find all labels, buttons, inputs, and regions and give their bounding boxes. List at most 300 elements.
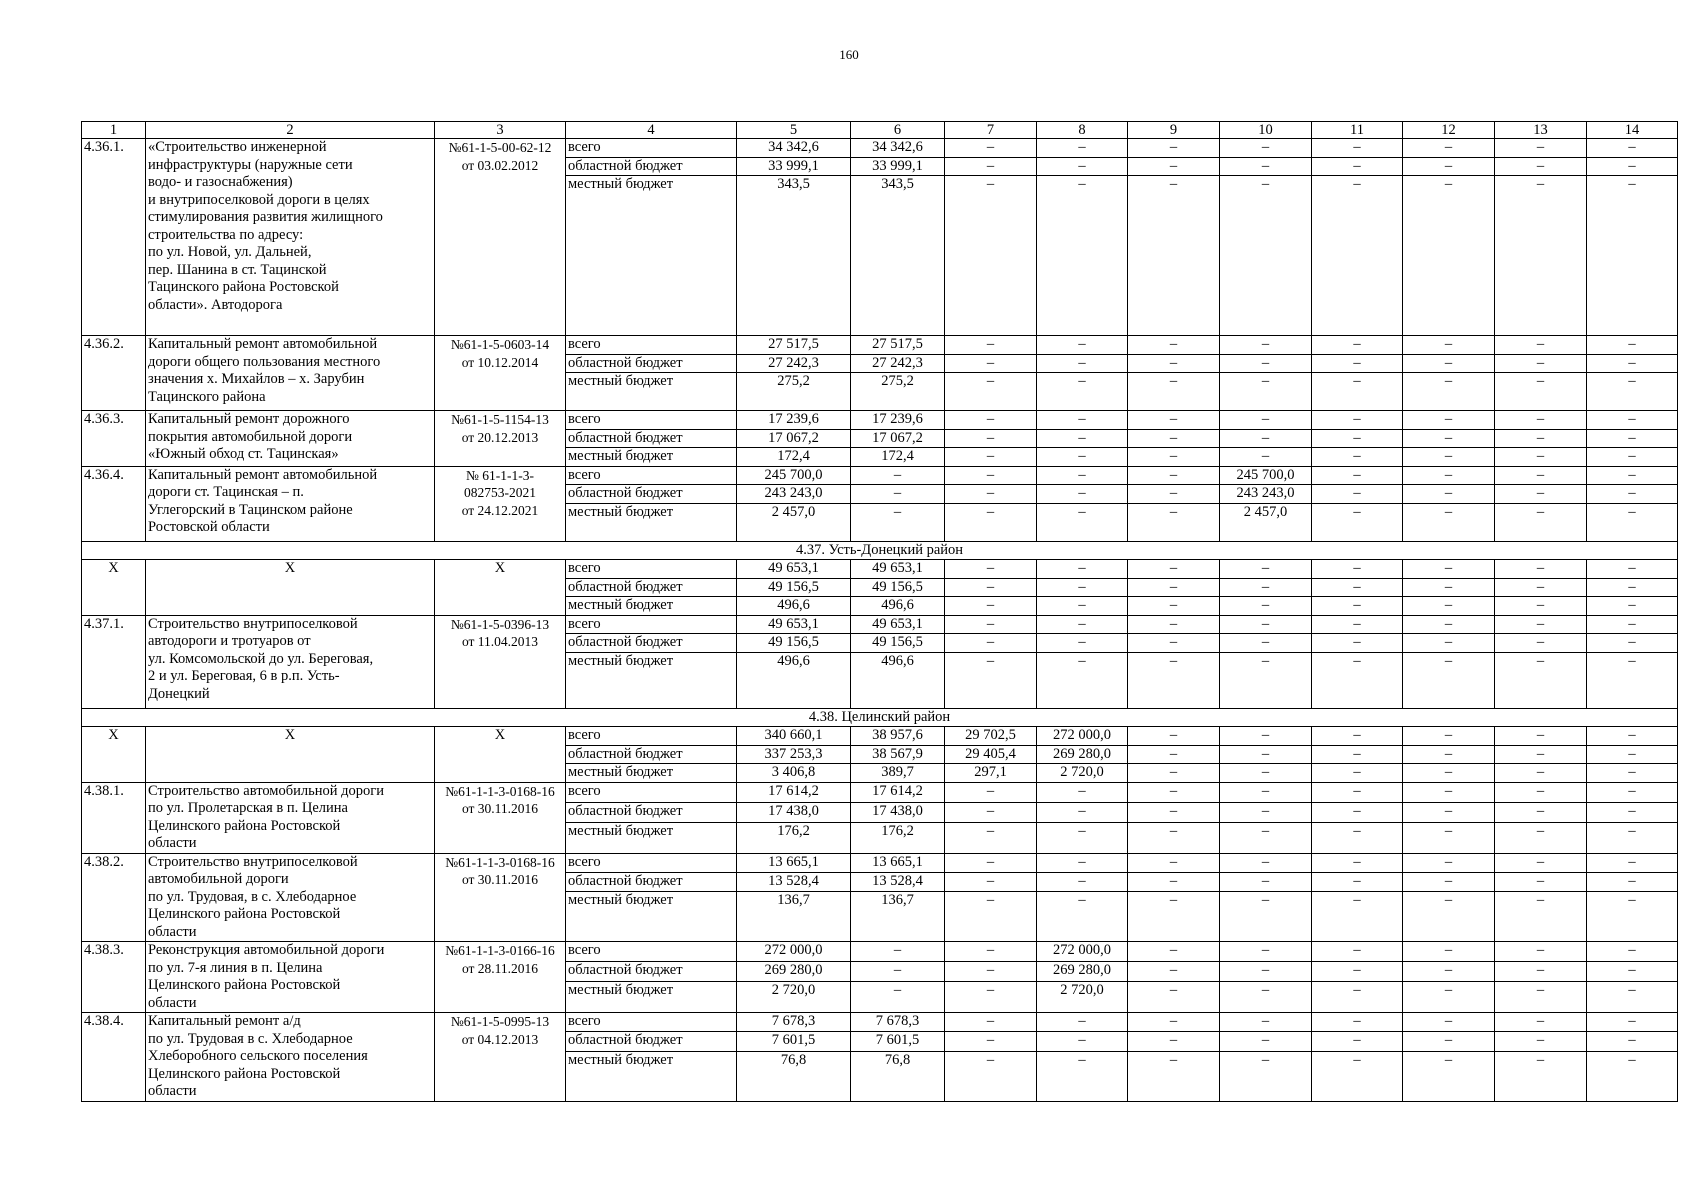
empty-value-cell: – [1495, 373, 1587, 411]
empty-value-cell: – [1037, 634, 1128, 653]
empty-value-cell: – [851, 982, 945, 1013]
empty-value-cell: – [1495, 1013, 1587, 1032]
empty-value-cell: – [1495, 982, 1587, 1013]
value-cell: 275,2 [737, 373, 851, 411]
empty-value-cell: – [851, 485, 945, 504]
value-cell: 272 000,0 [737, 942, 851, 962]
value-cell: 389,7 [851, 764, 945, 783]
column-header: 9 [1128, 122, 1220, 139]
empty-value-cell: – [1587, 652, 1678, 708]
empty-value-cell: – [1312, 560, 1403, 579]
empty-value-cell: – [1128, 1032, 1220, 1051]
column-header: 11 [1312, 122, 1403, 139]
empty-value-cell: – [1128, 802, 1220, 822]
value-cell: 7 601,5 [737, 1032, 851, 1051]
empty-value-cell: – [1220, 782, 1312, 802]
empty-value-cell: – [945, 597, 1037, 616]
empty-value-cell: – [1403, 942, 1495, 962]
empty-value-cell: – [1587, 822, 1678, 853]
table-row [82, 560, 1678, 579]
empty-value-cell: – [1037, 336, 1128, 355]
empty-value-cell: – [1128, 727, 1220, 746]
empty-value-cell: – [1220, 982, 1312, 1013]
item-name: Строительство автомобильной дороги по ул. Пролетарская в п. Целина Целинского района Ростовской области [146, 782, 435, 853]
empty-value-cell: – [1220, 597, 1312, 616]
empty-value-cell: – [1037, 354, 1128, 373]
value-cell: 275,2 [851, 373, 945, 411]
empty-value-cell: – [1495, 597, 1587, 616]
empty-value-cell: – [945, 466, 1037, 485]
empty-value-cell: – [1128, 597, 1220, 616]
value-cell: 176,2 [737, 822, 851, 853]
empty-value-cell: – [1495, 962, 1587, 982]
empty-value-cell: – [1128, 354, 1220, 373]
value-cell: 340 660,1 [737, 727, 851, 746]
empty-value-cell: – [1312, 942, 1403, 962]
empty-value-cell: – [1403, 354, 1495, 373]
empty-value-cell: – [1587, 176, 1678, 336]
empty-value-cell: – [1128, 176, 1220, 336]
empty-value-cell: – [1495, 578, 1587, 597]
empty-value-cell: – [1312, 176, 1403, 336]
empty-value-cell: – [1037, 560, 1128, 579]
item-number: 4.36.1. [82, 139, 146, 336]
empty-value-cell: – [1037, 802, 1128, 822]
empty-value-cell: – [1587, 782, 1678, 802]
empty-value-cell: – [1403, 764, 1495, 783]
empty-value-cell: – [851, 962, 945, 982]
empty-value-cell: – [945, 872, 1037, 891]
empty-value-cell: – [945, 982, 1037, 1013]
table-row [82, 727, 1678, 746]
empty-value-cell: – [1587, 597, 1678, 616]
document-ref: №61-1-1-3-0166-16 от 28.11.2016 [435, 942, 566, 1013]
value-cell: 49 156,5 [851, 578, 945, 597]
document-ref: № 61-1-1-3- 082753-2021 от 24.12.2021 [435, 466, 566, 541]
empty-value-cell: – [1037, 429, 1128, 448]
section-row [82, 541, 1678, 560]
empty-value-cell: – [1403, 466, 1495, 485]
funding-source: всего [566, 466, 737, 485]
empty-value-cell: – [1587, 802, 1678, 822]
empty-value-cell: – [1495, 652, 1587, 708]
empty-value-cell: – [1495, 942, 1587, 962]
table-body [82, 122, 1678, 1102]
column-header: 10 [1220, 122, 1312, 139]
empty-value-cell: – [945, 1032, 1037, 1051]
empty-value-cell: – [1037, 448, 1128, 467]
empty-value-cell: – [1495, 411, 1587, 430]
empty-value-cell: – [1220, 429, 1312, 448]
empty-value-cell: – [1312, 782, 1403, 802]
funding-source: областной бюджет [566, 429, 737, 448]
empty-value-cell: – [1312, 485, 1403, 504]
item-name: Реконструкция автомобильной дороги по ул. 7-я линия в п. Целина Целинского района Ростовской области [146, 942, 435, 1013]
empty-value-cell: – [945, 652, 1037, 708]
empty-value-cell: – [1128, 634, 1220, 653]
funding-source: всего [566, 853, 737, 872]
item-number: 4.38.1. [82, 782, 146, 853]
table-row [82, 615, 1678, 634]
empty-value-cell: – [1312, 466, 1403, 485]
empty-value-cell: – [1312, 1032, 1403, 1051]
column-header: 2 [146, 122, 435, 139]
empty-value-cell: – [1587, 764, 1678, 783]
funding-source: всего [566, 336, 737, 355]
empty-value-cell: – [1495, 853, 1587, 872]
empty-value-cell: – [1587, 1013, 1678, 1032]
empty-value-cell: – [1312, 727, 1403, 746]
empty-value-cell: – [1587, 872, 1678, 891]
empty-value-cell: – [1495, 429, 1587, 448]
empty-value-cell: – [1495, 872, 1587, 891]
empty-value-cell: – [1587, 1051, 1678, 1101]
table-row [82, 411, 1678, 430]
empty-value-cell: – [1037, 157, 1128, 176]
document-ref: №61-1-5-1154-13 от 20.12.2013 [435, 411, 566, 467]
value-cell: 17 438,0 [737, 802, 851, 822]
value-cell: 3 406,8 [737, 764, 851, 783]
value-cell: 17 614,2 [737, 782, 851, 802]
funding-source: всего [566, 782, 737, 802]
empty-value-cell: – [1128, 853, 1220, 872]
empty-value-cell: – [1037, 853, 1128, 872]
empty-value-cell: – [1587, 962, 1678, 982]
empty-value-cell: – [1495, 727, 1587, 746]
empty-value-cell: – [945, 157, 1037, 176]
empty-value-cell: – [945, 578, 1037, 597]
value-cell: 76,8 [737, 1051, 851, 1101]
empty-value-cell: – [1587, 942, 1678, 962]
value-cell: 27 517,5 [737, 336, 851, 355]
item-name: Х [146, 727, 435, 783]
value-cell: 17 239,6 [851, 411, 945, 430]
empty-value-cell: – [1312, 745, 1403, 764]
empty-value-cell: – [1128, 872, 1220, 891]
document-ref: №61-1-5-0396-13 от 11.04.2013 [435, 615, 566, 708]
funding-source: всего [566, 411, 737, 430]
empty-value-cell: – [1403, 872, 1495, 891]
column-header: 7 [945, 122, 1037, 139]
value-cell: 27 242,3 [737, 354, 851, 373]
empty-value-cell: – [1403, 485, 1495, 504]
empty-value-cell: – [1403, 560, 1495, 579]
document-ref: №61-1-5-0995-13 от 04.12.2013 [435, 1013, 566, 1102]
empty-value-cell: – [1220, 578, 1312, 597]
value-cell: 269 280,0 [1037, 962, 1128, 982]
table-row [82, 336, 1678, 355]
empty-value-cell: – [1037, 411, 1128, 430]
empty-value-cell: – [1403, 503, 1495, 541]
empty-value-cell: – [1128, 560, 1220, 579]
document-ref: №61-1-5-0603-14 от 10.12.2014 [435, 336, 566, 411]
table-row [82, 782, 1678, 802]
empty-value-cell: – [1037, 373, 1128, 411]
value-cell: 7 678,3 [737, 1013, 851, 1032]
item-name: Строительство внутрипоселковой автодороги и тротуаров от ул. Комсомольской до ул. Береговая, 2 и ул. Береговая, 6 в р.п. Усть- Донецкий [146, 615, 435, 708]
empty-value-cell: – [1312, 336, 1403, 355]
empty-value-cell: – [1037, 1051, 1128, 1101]
value-cell: 176,2 [851, 822, 945, 853]
funding-source: областной бюджет [566, 872, 737, 891]
empty-value-cell: – [1312, 615, 1403, 634]
empty-value-cell: – [1037, 892, 1128, 942]
budget-table [81, 121, 1678, 1102]
item-number: Х [82, 560, 146, 616]
empty-value-cell: – [1403, 597, 1495, 616]
value-cell: 7 678,3 [851, 1013, 945, 1032]
funding-source: местный бюджет [566, 652, 737, 708]
empty-value-cell: – [1495, 634, 1587, 653]
section-title: 4.38. Целинский район [82, 708, 1678, 727]
empty-value-cell: – [1495, 892, 1587, 942]
empty-value-cell: – [1403, 157, 1495, 176]
empty-value-cell: – [1312, 802, 1403, 822]
empty-value-cell: – [1220, 745, 1312, 764]
empty-value-cell: – [1495, 782, 1587, 802]
empty-value-cell: – [1403, 1032, 1495, 1051]
item-name: Капитальный ремонт автомобильной дороги ст. Тацинская – п. Углегорский в Тацинском районе Ростовской области [146, 466, 435, 541]
empty-value-cell: – [1403, 822, 1495, 853]
empty-value-cell: – [1037, 782, 1128, 802]
empty-value-cell: – [1312, 872, 1403, 891]
value-cell: 49 653,1 [737, 560, 851, 579]
value-cell: 272 000,0 [1037, 727, 1128, 746]
empty-value-cell: – [1037, 503, 1128, 541]
value-cell: 243 243,0 [737, 485, 851, 504]
empty-value-cell: – [1312, 764, 1403, 783]
value-cell: 49 653,1 [851, 560, 945, 579]
column-header: 13 [1495, 122, 1587, 139]
empty-value-cell: – [1587, 157, 1678, 176]
item-name: Капитальный ремонт а/д по ул. Трудовая в с. Хлебодарное Хлеборобного сельского поселения Целинского района Ростовской области [146, 1013, 435, 1102]
value-cell: 38 957,6 [851, 727, 945, 746]
empty-value-cell: – [1128, 503, 1220, 541]
section-title: 4.37. Усть-Донецкий район [82, 541, 1678, 560]
empty-value-cell: – [1495, 157, 1587, 176]
empty-value-cell: – [1128, 745, 1220, 764]
value-cell: 343,5 [851, 176, 945, 336]
document-ref: №61-1-1-3-0168-16 от 30.11.2016 [435, 782, 566, 853]
empty-value-cell: – [1220, 962, 1312, 982]
empty-value-cell: – [1128, 652, 1220, 708]
value-cell: 272 000,0 [1037, 942, 1128, 962]
empty-value-cell: – [1128, 139, 1220, 158]
empty-value-cell: – [1587, 560, 1678, 579]
empty-value-cell: – [1403, 652, 1495, 708]
value-cell: 172,4 [851, 448, 945, 467]
value-cell: 2 720,0 [1037, 764, 1128, 783]
funding-source: всего [566, 139, 737, 158]
funding-source: местный бюджет [566, 503, 737, 541]
empty-value-cell: – [1495, 503, 1587, 541]
column-header: 3 [435, 122, 566, 139]
empty-value-cell: – [1312, 503, 1403, 541]
funding-source: местный бюджет [566, 1051, 737, 1101]
value-cell: 38 567,9 [851, 745, 945, 764]
item-number: 4.36.2. [82, 336, 146, 411]
empty-value-cell: – [1403, 578, 1495, 597]
value-cell: 27 517,5 [851, 336, 945, 355]
section-row [82, 708, 1678, 727]
table-row [82, 139, 1678, 158]
empty-value-cell: – [1220, 1032, 1312, 1051]
empty-value-cell: – [1587, 745, 1678, 764]
empty-value-cell: – [1128, 1013, 1220, 1032]
funding-source: областной бюджет [566, 354, 737, 373]
empty-value-cell: – [945, 336, 1037, 355]
empty-value-cell: – [1312, 354, 1403, 373]
empty-value-cell: – [1587, 139, 1678, 158]
empty-value-cell: – [1128, 892, 1220, 942]
empty-value-cell: – [1128, 982, 1220, 1013]
table-row [82, 466, 1678, 485]
empty-value-cell: – [1128, 485, 1220, 504]
empty-value-cell: – [945, 139, 1037, 158]
item-name: «Строительство инженерной инфраструктуры (наружные сети водо- и газоснабжения) и внутрипоселковой дороги в целях стимулирования развития жилищного строительства по адресу: по ул. Новой, ул. Дальней, пер. Шанина в ст. Тацинской Тацинского района Ростовской области». Автодорога [146, 139, 435, 336]
empty-value-cell: – [945, 782, 1037, 802]
value-cell: 17 614,2 [851, 782, 945, 802]
value-cell: 49 156,5 [851, 634, 945, 653]
value-cell: 496,6 [737, 597, 851, 616]
empty-value-cell: – [1220, 354, 1312, 373]
empty-value-cell: – [1587, 503, 1678, 541]
table-row [82, 853, 1678, 872]
empty-value-cell: – [1403, 448, 1495, 467]
empty-value-cell: – [945, 429, 1037, 448]
funding-source: областной бюджет [566, 578, 737, 597]
funding-source: всего [566, 615, 737, 634]
empty-value-cell: – [1220, 942, 1312, 962]
value-cell: 13 528,4 [851, 872, 945, 891]
item-number: 4.37.1. [82, 615, 146, 708]
empty-value-cell: – [1587, 892, 1678, 942]
empty-value-cell: – [1037, 485, 1128, 504]
funding-source: областной бюджет [566, 157, 737, 176]
funding-source: местный бюджет [566, 176, 737, 336]
value-cell: 269 280,0 [737, 962, 851, 982]
empty-value-cell: – [1587, 485, 1678, 504]
empty-value-cell: – [1312, 822, 1403, 853]
empty-value-cell: – [1403, 782, 1495, 802]
empty-value-cell: – [1495, 560, 1587, 579]
empty-value-cell: – [1220, 157, 1312, 176]
value-cell: 2 457,0 [737, 503, 851, 541]
empty-value-cell: – [1312, 411, 1403, 430]
empty-value-cell: – [1312, 634, 1403, 653]
table-row [82, 1013, 1678, 1032]
empty-value-cell: – [945, 822, 1037, 853]
value-cell: 7 601,5 [851, 1032, 945, 1051]
empty-value-cell: – [1587, 982, 1678, 1013]
empty-value-cell: – [1403, 962, 1495, 982]
item-number: Х [82, 727, 146, 783]
empty-value-cell: – [945, 802, 1037, 822]
empty-value-cell: – [1587, 466, 1678, 485]
funding-source: областной бюджет [566, 1032, 737, 1051]
empty-value-cell: – [1495, 336, 1587, 355]
empty-value-cell: – [1220, 764, 1312, 783]
empty-value-cell: – [1312, 652, 1403, 708]
table-row [82, 942, 1678, 962]
empty-value-cell: – [1037, 822, 1128, 853]
empty-value-cell: – [1495, 615, 1587, 634]
empty-value-cell: – [1128, 448, 1220, 467]
empty-value-cell: – [1495, 1051, 1587, 1101]
funding-source: местный бюджет [566, 892, 737, 942]
empty-value-cell: – [1403, 1051, 1495, 1101]
empty-value-cell: – [945, 485, 1037, 504]
empty-value-cell: – [1403, 411, 1495, 430]
empty-value-cell: – [1220, 139, 1312, 158]
empty-value-cell: – [945, 1051, 1037, 1101]
value-cell: 496,6 [851, 652, 945, 708]
value-cell: 496,6 [851, 597, 945, 616]
empty-value-cell: – [1587, 1032, 1678, 1051]
column-header: 5 [737, 122, 851, 139]
value-cell: 34 342,6 [851, 139, 945, 158]
value-cell: 29 405,4 [945, 745, 1037, 764]
empty-value-cell: – [1495, 176, 1587, 336]
empty-value-cell: – [1220, 652, 1312, 708]
funding-source: всего [566, 942, 737, 962]
empty-value-cell: – [1128, 782, 1220, 802]
empty-value-cell: – [1220, 727, 1312, 746]
document-ref: №61-1-5-00-62-12 от 03.02.2012 [435, 139, 566, 336]
empty-value-cell: – [851, 466, 945, 485]
empty-value-cell: – [945, 634, 1037, 653]
column-header: 4 [566, 122, 737, 139]
empty-value-cell: – [1587, 578, 1678, 597]
value-cell: 136,7 [737, 892, 851, 942]
empty-value-cell: – [1220, 1013, 1312, 1032]
empty-value-cell: – [945, 615, 1037, 634]
empty-value-cell: – [1495, 354, 1587, 373]
value-cell: 337 253,3 [737, 745, 851, 764]
empty-value-cell: – [1037, 1013, 1128, 1032]
empty-value-cell: – [1128, 466, 1220, 485]
empty-value-cell: – [1220, 615, 1312, 634]
empty-value-cell: – [1220, 176, 1312, 336]
empty-value-cell: – [1495, 802, 1587, 822]
empty-value-cell: – [1312, 429, 1403, 448]
empty-value-cell: – [945, 560, 1037, 579]
empty-value-cell: – [945, 354, 1037, 373]
value-cell: 49 156,5 [737, 578, 851, 597]
empty-value-cell: – [1037, 139, 1128, 158]
value-cell: 34 342,6 [737, 139, 851, 158]
value-cell: 172,4 [737, 448, 851, 467]
value-cell: 17 067,2 [737, 429, 851, 448]
empty-value-cell: – [1220, 853, 1312, 872]
empty-value-cell: – [1587, 336, 1678, 355]
value-cell: 245 700,0 [1220, 466, 1312, 485]
column-header: 1 [82, 122, 146, 139]
empty-value-cell: – [1220, 872, 1312, 891]
empty-value-cell: – [1128, 764, 1220, 783]
empty-value-cell: – [1312, 892, 1403, 942]
empty-value-cell: – [1128, 336, 1220, 355]
empty-value-cell: – [945, 448, 1037, 467]
empty-value-cell: – [851, 942, 945, 962]
empty-value-cell: – [1220, 802, 1312, 822]
value-cell: 2 720,0 [737, 982, 851, 1013]
empty-value-cell: – [945, 503, 1037, 541]
funding-source: всего [566, 1013, 737, 1032]
empty-value-cell: – [1220, 822, 1312, 853]
empty-value-cell: – [1495, 764, 1587, 783]
empty-value-cell: – [851, 503, 945, 541]
